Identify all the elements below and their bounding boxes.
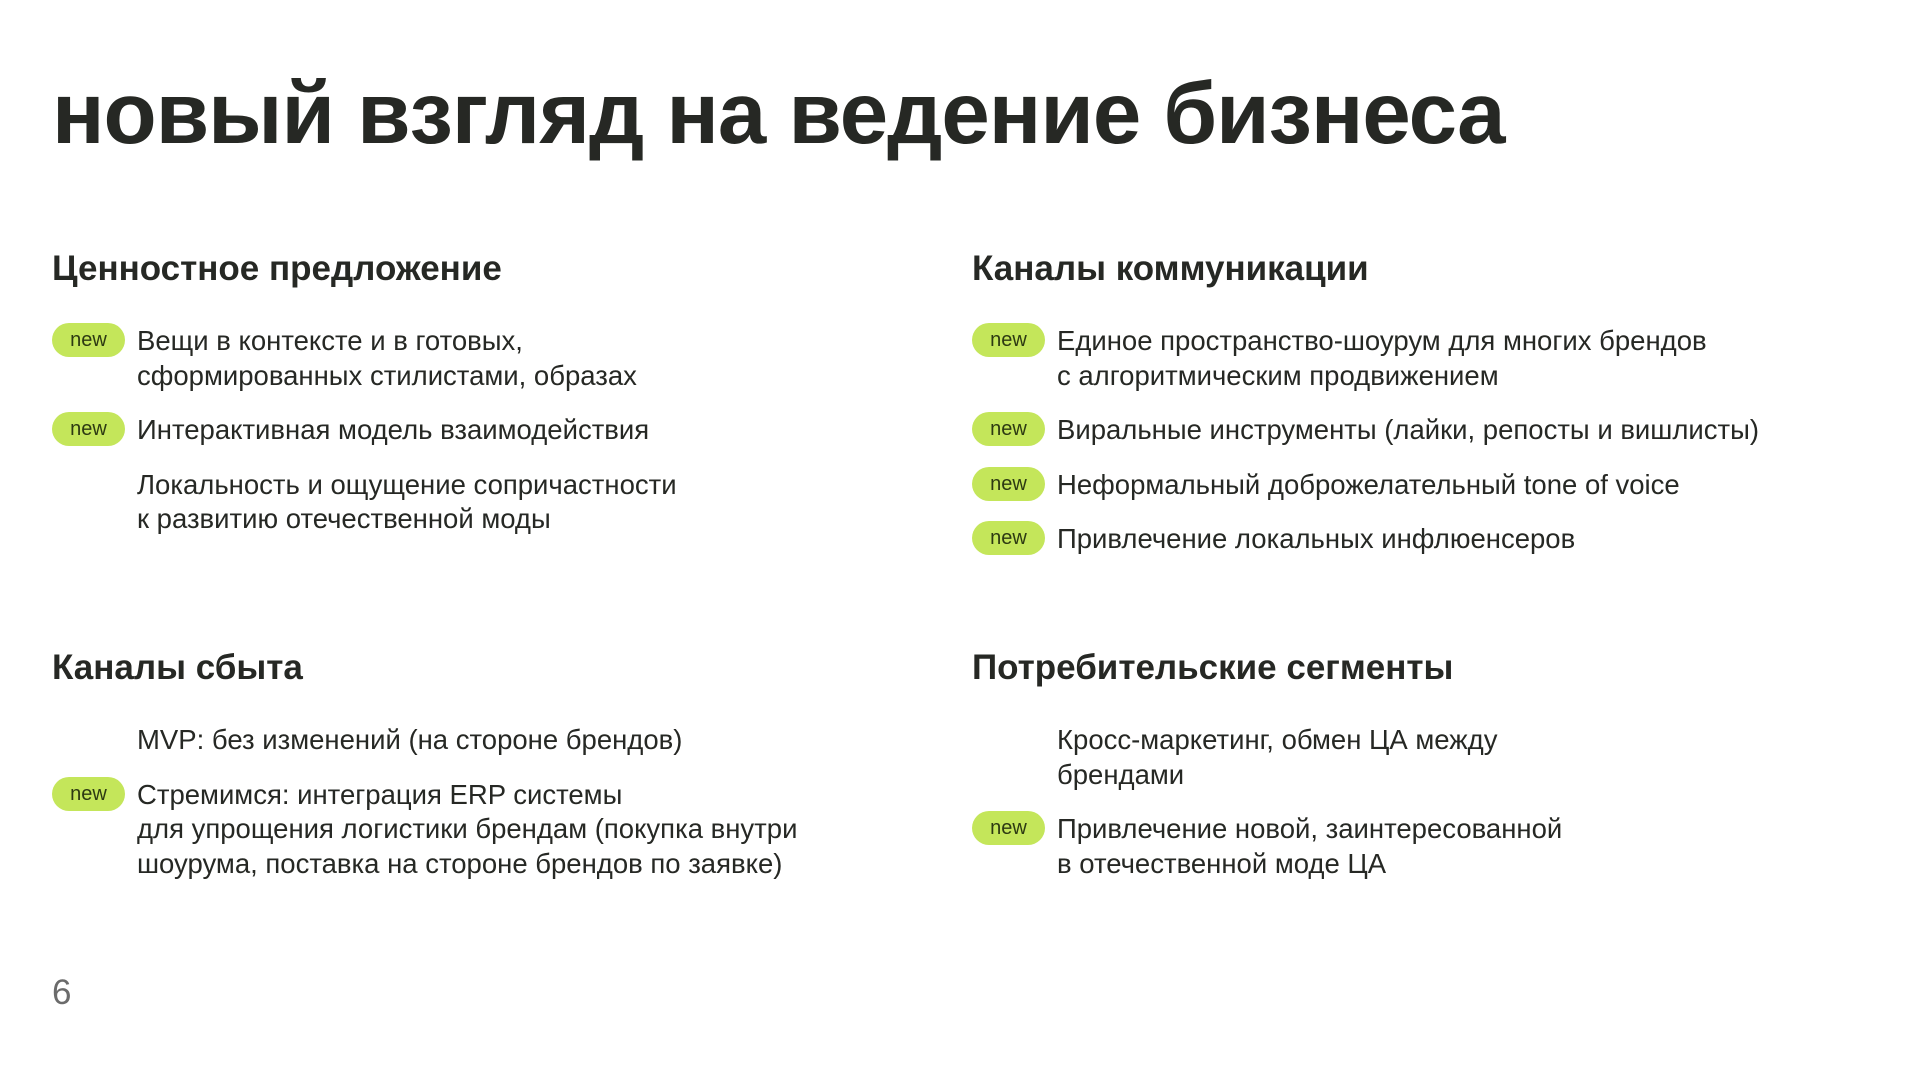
list-item [972,413,1852,448]
new-badge: new [52,412,125,446]
list-item [52,468,932,537]
list-item [972,468,1852,503]
section-communication-channels [972,248,1852,577]
item-list [52,723,932,881]
new-badge: new [52,777,125,811]
list-item [972,812,1852,881]
item-text: Кросс-маркетинг, обмен ЦА между брендами [1057,724,1498,790]
new-badge: new [972,323,1045,357]
item-text: Неформальный доброжелательный tone of voice [1057,468,1680,500]
new-badge: new [972,811,1045,845]
new-badge: new [972,467,1045,501]
item-text: Привлечение новой, заинтересованной в отечественной моде ЦА [1057,813,1563,879]
list-item [972,324,1852,393]
list-item [972,723,1852,792]
slide-title: новый взгляд на ведение бизнеса [52,65,1505,162]
item-text: MVP: без изменений (на стороне брендов) [137,724,683,755]
item-list [52,324,932,537]
list-item [972,522,1852,557]
section-customer-segments [972,647,1852,901]
item-list [972,324,1852,557]
section-title: Каналы сбыта [52,648,303,687]
item-list [972,723,1852,881]
item-text: Стремимся: интеграция ERP системы для упрощения логистики брендам (покупка внутри шоурума, поставка на стороне брендов по заявке) [137,778,798,879]
section-sales-channels [52,647,932,901]
item-text: Локальность и ощущение сопричастности к развитию отечественной моды [137,468,677,534]
item-text: Привлечение локальных инфлюенсеров [1057,523,1576,554]
section-title: Каналы коммуникации [972,249,1369,288]
list-item [52,413,932,448]
list-item [52,723,932,758]
item-text: Вещи в контексте и в готовых, сформированных стилистами, образах [137,325,637,391]
list-item [52,778,932,882]
section-value-proposition [52,248,932,557]
section-title: Ценностное предложение [52,249,502,288]
item-text: Интерактивная модель взаимодействия [137,414,650,445]
new-badge: new [972,521,1045,555]
item-text: Единое пространство-шоурум для многих брендов с алгоритмическим продвижением [1057,325,1707,391]
new-badge: new [972,412,1045,446]
list-item [52,324,932,393]
item-text: Виральные инструменты (лайки, репосты и вишлисты) [1057,414,1760,445]
section-title: Потребительские сегменты [972,648,1454,687]
new-badge: new [52,323,125,357]
page-number: 6 [52,973,72,1012]
